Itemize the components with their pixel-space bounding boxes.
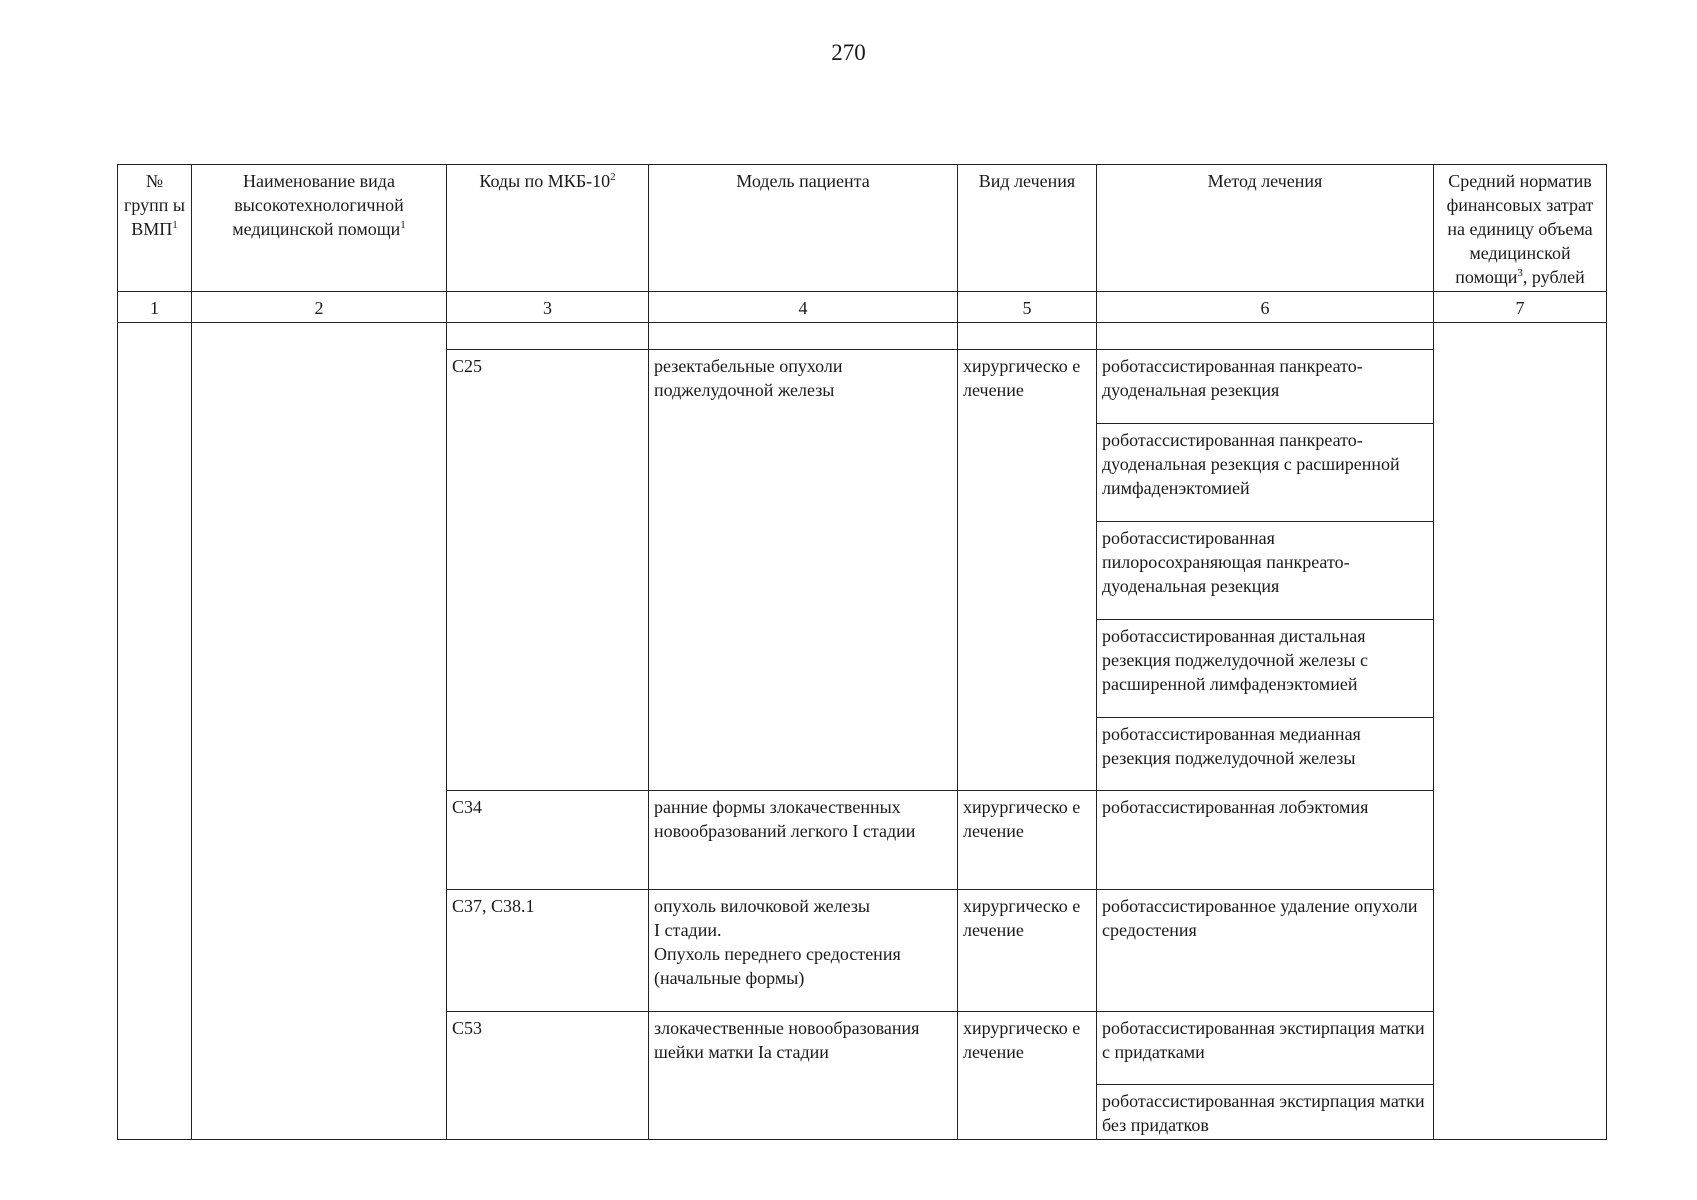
empty-cell xyxy=(649,323,958,350)
patient-model-cell xyxy=(649,890,958,1012)
column-number: 7 xyxy=(1434,292,1607,323)
group-number-cell xyxy=(118,323,192,1140)
column-number: 5 xyxy=(958,292,1097,323)
continuation-row xyxy=(118,323,1607,350)
treatment-method-cell: роботассистированная пилоросохраняющая панкреато-дуоденальная резекция xyxy=(1097,522,1434,620)
icd-code-cell: C37, C38.1 xyxy=(447,890,649,1012)
patient-model-line: опухоль вилочковой железы xyxy=(654,896,871,916)
column-number-row xyxy=(118,292,1607,323)
treatment-method-cell: роботассистированная лобэктомия xyxy=(1097,791,1434,890)
treatment-type-cell: хирургическо е лечение xyxy=(958,1012,1097,1140)
column-number: 3 xyxy=(447,292,649,323)
icd-code-cell: C53 xyxy=(447,1012,649,1140)
care-type-cell xyxy=(192,323,447,1140)
icd-code-cell: C34 xyxy=(447,791,649,890)
page-number: 270 xyxy=(831,40,866,65)
vmp-table xyxy=(117,164,1607,1140)
header-patient-model: Модель пациента xyxy=(649,165,958,292)
treatment-method-cell: роботассистированная экстирпация матки без придатков xyxy=(1097,1085,1434,1140)
treatment-method-cell: роботассистированная экстирпация матки с придатками xyxy=(1097,1012,1434,1085)
header-treatment-type: Вид лечения xyxy=(958,165,1097,292)
header-row xyxy=(118,165,1607,292)
patient-model-line: I стадии. xyxy=(654,920,722,940)
header-icd-codes: Коды по МКБ-$10^2$ xyxy=(447,165,649,292)
header-group-number: № групп ы ВМП$^1$ xyxy=(118,165,192,292)
treatment-method-cell: роботассистированная медианная резекция поджелудочной железы xyxy=(1097,718,1434,791)
empty-cell xyxy=(447,323,649,350)
treatment-type-cell: хирургическо е лечение xyxy=(958,350,1097,791)
empty-cell xyxy=(958,323,1097,350)
treatment-method-cell: роботассистированная дистальная резекция поджелудочной железы с расширенной лимфаденэктомией xyxy=(1097,620,1434,718)
column-number: 4 xyxy=(649,292,958,323)
treatment-type-cell: хирургическо е лечение xyxy=(958,890,1097,1012)
header-treatment-method: Метод лечения xyxy=(1097,165,1434,292)
treatment-method-cell: роботассистированное удаление опухоли средостения xyxy=(1097,890,1434,1012)
column-number: 2 xyxy=(192,292,447,323)
patient-model-cell: ранние формы злокачественных новообразований легкого I стадии xyxy=(649,791,958,890)
patient-model-cell: резектабельные опухоли поджелудочной железы xyxy=(649,350,958,791)
treatment-method-cell: роботассистированная панкреато-дуоденальная резекция xyxy=(1097,350,1434,424)
column-number: 6 xyxy=(1097,292,1434,323)
empty-cell xyxy=(1097,323,1434,350)
header-care-type: Наименование вида высокотехнологичной медицинской помощи$^1$ xyxy=(192,165,447,292)
patient-model-cell: злокачественные новообразования шейки матки Ia стадии xyxy=(649,1012,958,1140)
treatment-method-cell: роботассистированная панкреато-дуоденальная резекция с расширенной лимфаденэктомией xyxy=(1097,424,1434,522)
column-number: 1 xyxy=(118,292,192,323)
treatment-type-cell: хирургическо е лечение xyxy=(958,791,1097,890)
header-cost-norm: Средний норматив финансовых затрат на единицу объема медицинской помощи$^3$, рублей xyxy=(1434,165,1607,292)
cost-norm-cell xyxy=(1434,323,1607,1140)
patient-model-line: Опухоль переднего средостения (начальные формы) xyxy=(654,944,901,988)
icd-code-cell: C25 xyxy=(447,350,649,791)
